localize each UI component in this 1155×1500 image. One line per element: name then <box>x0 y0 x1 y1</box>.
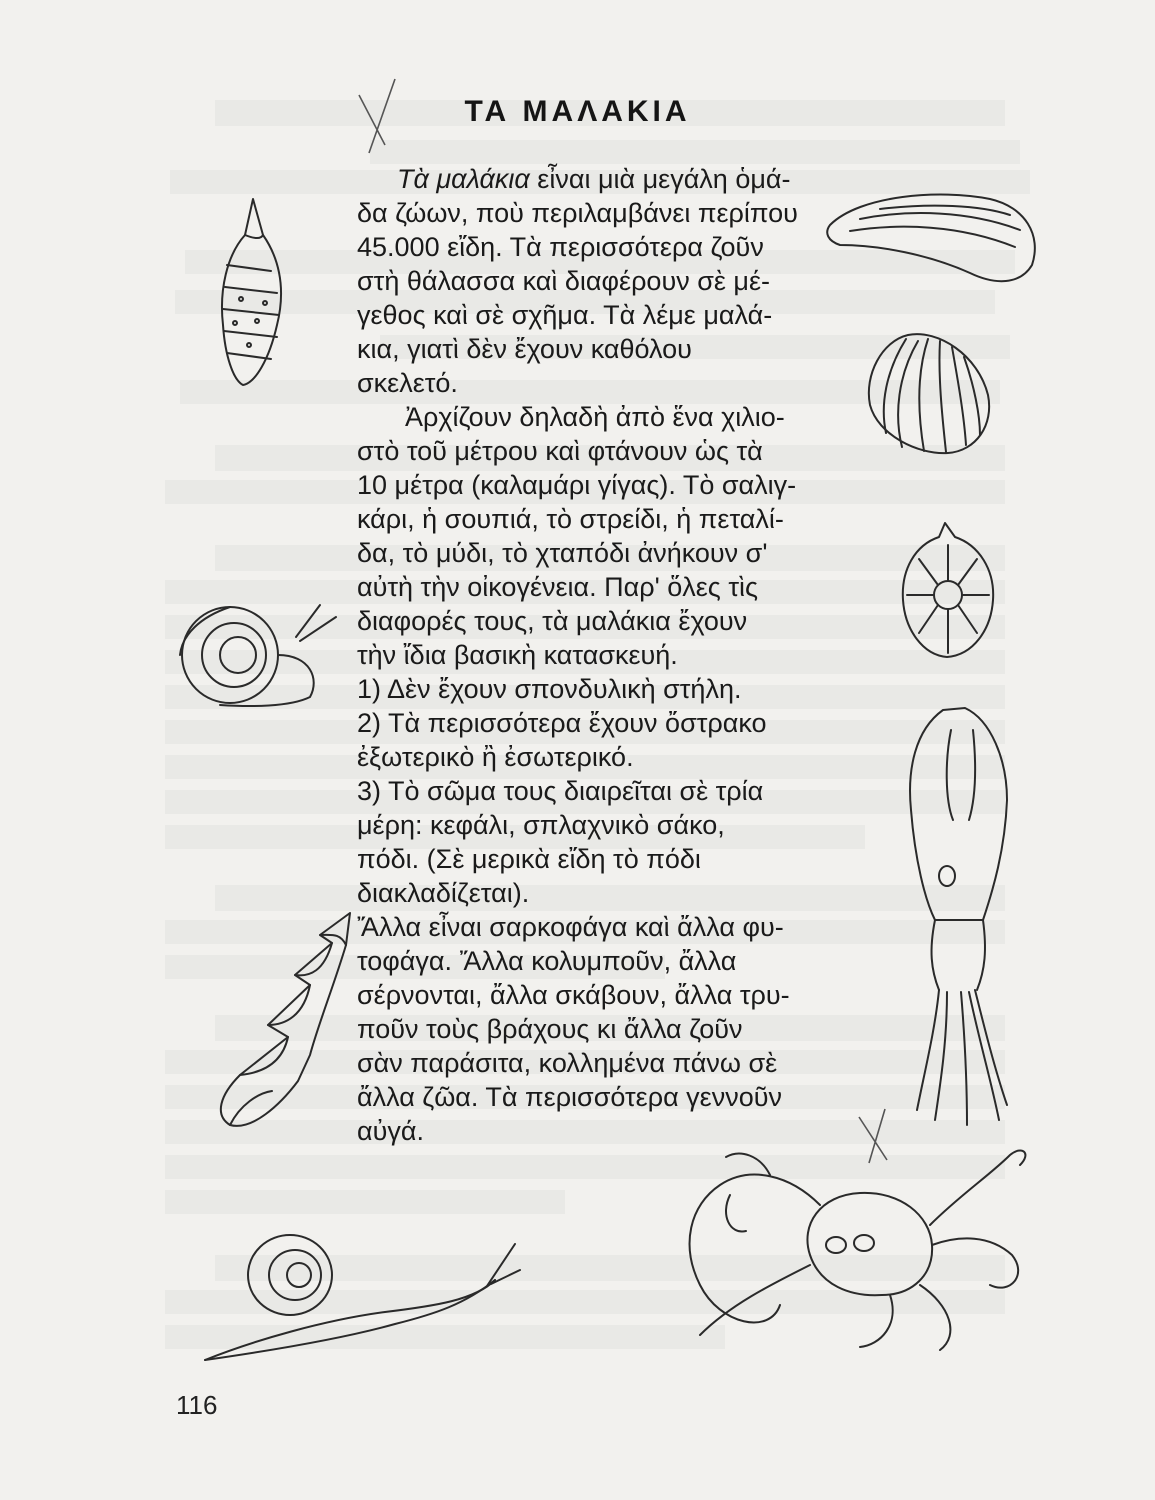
text-line-content: Ἄλλα εἶναι σαρκοφάγα καὶ ἄλλα φυ- <box>357 912 784 942</box>
text-line <box>357 332 692 366</box>
text-line-content: 45.000 εἴδη. Τὰ περισσότερα ζοῦν <box>357 232 764 262</box>
text-line <box>357 604 747 638</box>
text-line <box>357 570 758 604</box>
text-line-content: ἄλλα ζῶα. Τὰ περισσότερα γεννοῦν <box>357 1082 782 1112</box>
text-line <box>357 638 678 672</box>
text-line <box>357 196 798 230</box>
text-line <box>357 1012 743 1046</box>
text-line-content: διακλαδίζεται). <box>357 878 530 908</box>
text-line <box>357 264 770 298</box>
text-line <box>357 502 784 536</box>
text-line <box>357 298 772 332</box>
text-line-content: δα ζώων, ποὺ περιλαμβάνει περίπου <box>357 198 798 228</box>
text-line <box>357 468 796 502</box>
squid-illustration <box>895 700 1030 1145</box>
octopus-illustration <box>660 1135 1035 1355</box>
text-line <box>357 1046 777 1080</box>
text-line-content: στὸ τοῦ μέτρου καὶ φτάνουν ὡς τὰ <box>357 436 763 466</box>
text-line-content: σὰν παράσιτα, κολλημένα πάνω σὲ <box>357 1048 778 1078</box>
text-line-content: 1) Δὲν ἔχουν σπονδυλικὴ στήλη. <box>357 674 742 704</box>
text-line-content: κάρι, ἡ σουπιά, τὸ στρείδι, ἡ πεταλί- <box>357 504 784 534</box>
text-line <box>357 1080 782 1114</box>
text-line-content: γεθος καὶ σὲ σχῆμα. Τὰ λέμε μαλά- <box>357 300 773 330</box>
text-line <box>357 230 764 264</box>
text-line <box>357 910 784 944</box>
text-line <box>357 536 768 570</box>
text-line-content: Ἀρχίζουν δηλαδὴ ἀπὸ ἕνα χιλιο- <box>405 402 785 432</box>
text-line-content: 3) Τὸ σῶμα τους διαιρεῖται σὲ τρία <box>357 776 764 806</box>
spiral-shell-illustration <box>200 905 355 1135</box>
text-line-content: ποῦν τοὺς βράχους κι ἄλλα ζοῦν <box>357 1014 743 1044</box>
text-line <box>405 400 785 434</box>
text-line <box>357 706 767 740</box>
mussel-illustration <box>820 185 1045 290</box>
text-line-content: 10 μέτρα (καλαμάρι γίγας). Τὸ σαλιγ- <box>357 470 797 500</box>
italic-term: Τὰ μαλάκια <box>397 164 530 194</box>
text-line <box>357 978 790 1012</box>
text-line <box>357 434 763 468</box>
sea-snail-illustration <box>160 595 350 720</box>
text-line <box>357 876 529 910</box>
text-line-content: σέρνονται, ἄλλα σκάβουν, ἄλλα τρυ- <box>357 980 790 1010</box>
text-line <box>357 842 701 876</box>
text-line-content: τοφάγα. Ἄλλα κολυμποῦν, ἄλλα <box>357 946 737 976</box>
text-line-content: μέρη: κεφάλι, σπλαχνικὸ σάκο, <box>357 810 725 840</box>
text-line-content: αὐτὴ τὴν οἰκογένεια. Παρ' ὅλες τὶς <box>357 572 758 602</box>
text-line-content: κια, γιατὶ δὲν ἔχουν καθόλου <box>357 334 692 364</box>
text-line-content: δα, τὸ μύδι, τὸ χταπόδι ἀνήκουν σ' <box>357 538 768 568</box>
scallop-illustration <box>895 515 1000 665</box>
text-line-content: σκελετό. <box>357 368 458 398</box>
text-line <box>357 740 634 774</box>
text-line-content: ἐξωτερικὸ ἢ ἐσωτερικό. <box>357 742 634 772</box>
page-title: ΤΑ ΜΑΛΑΚΙΑ <box>464 95 691 128</box>
garden-snail-illustration <box>195 1220 525 1370</box>
page-number: 116 <box>176 1390 218 1420</box>
text-line <box>357 672 741 706</box>
cone-shell-illustration <box>205 195 295 390</box>
text-line-content: στὴ θάλασσα καὶ διαφέρουν σὲ μέ- <box>357 266 771 296</box>
text-line-content: διαφορές τους, τὰ μαλάκια ἔχουν <box>357 606 748 636</box>
text-line-content: τὴν ἴδια βασικὴ κατασκευή. <box>357 640 678 670</box>
text-line-content: πόδι. (Σὲ μερικὰ εἴδη τὸ πόδι <box>357 844 701 874</box>
text-line-content: αὐγά. <box>357 1116 424 1146</box>
text-line-content: 2) Τὰ περισσότερα ἔχουν ὄστρακο <box>357 708 767 738</box>
text-line-content: εἶναι μιὰ μεγάλη ὁμά- <box>529 164 791 194</box>
text-line <box>397 162 791 196</box>
text-line <box>357 808 725 842</box>
text-line <box>357 944 736 978</box>
cockle-shell-illustration <box>858 325 998 460</box>
text-line <box>357 1114 424 1148</box>
text-line <box>357 774 763 808</box>
text-line <box>357 366 458 400</box>
